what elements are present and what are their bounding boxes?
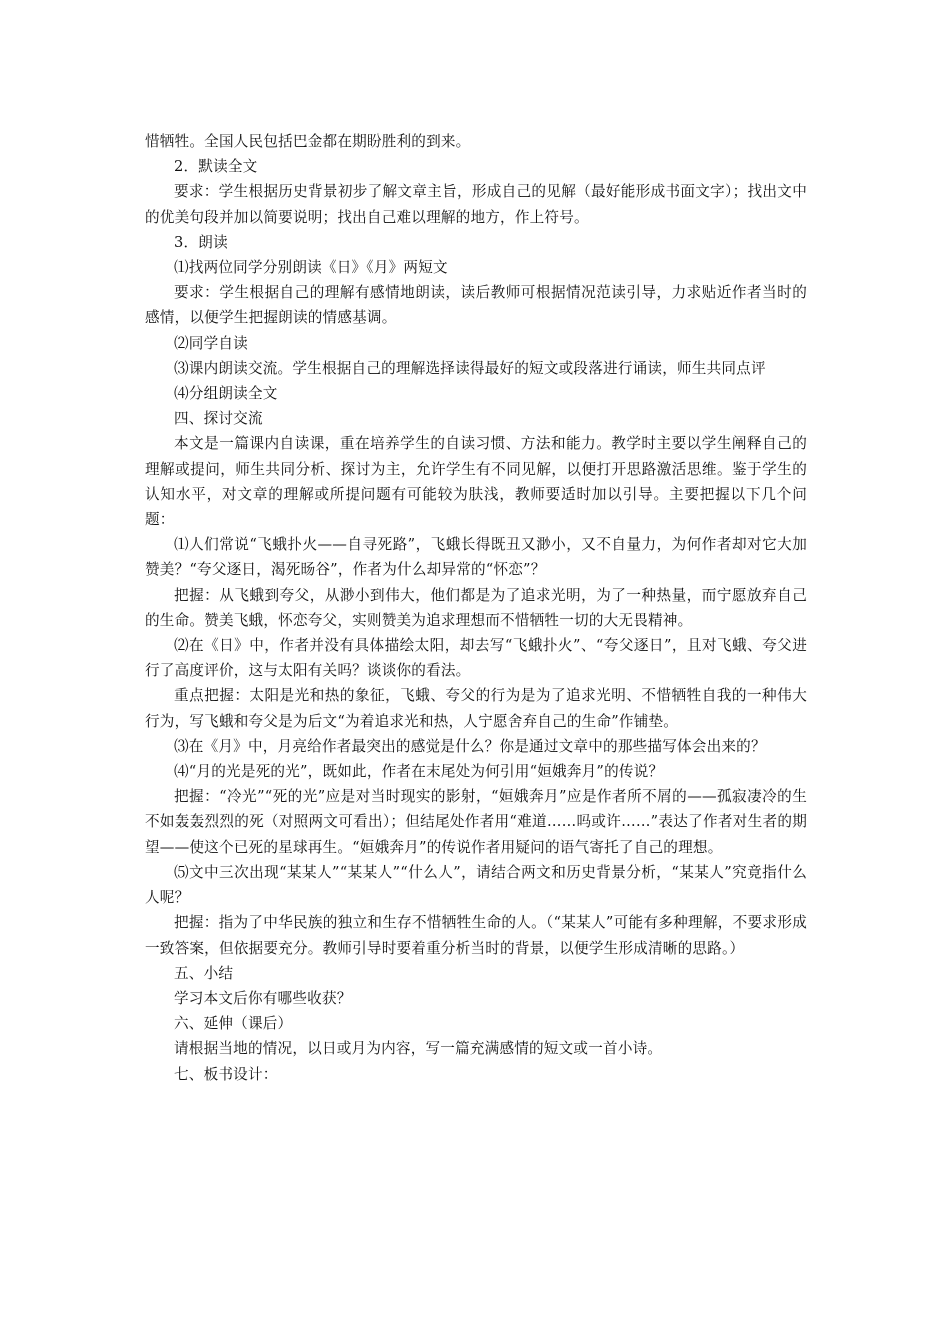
question-item: ⑵在《日》中，作者并没有具体描绘太阳，却去写“飞蛾扑火”、“夸父逐日”，且对飞蛾、夸父进行了高度评价，这与太阳有关吗？谈谈你的看法。 xyxy=(145,637,807,680)
question-item: ⑸文中三次出现“某某人”“某某人”“什么人”，请结合两文和历史背景分析，“某某人”究竟指什么人呢？ xyxy=(145,863,807,907)
document-body xyxy=(145,129,807,1087)
section-heading: 六、延伸（课后） xyxy=(174,1015,293,1033)
question-item: ⑷“月的光是死的光”，既如此，作者在末尾处为何引用“姮娥奔月”的传说？ xyxy=(174,763,664,781)
answer-paragraph: 把握：从飞蛾到夸父，从渺小到伟大，他们都是为了追求光明，为了一种热量，而宁愿放弃自己的生命。赞美飞蛾，怀恋夸父，实则赞美为追求理想而不惜牺牲一切的大无畏精神。 xyxy=(145,586,807,629)
answer-paragraph: 把握：指为了中华民族的独立和生存不惜牺牲生命的人。（“某某人”可能有多种理解，不要求形成一致答案，但依据要充分。教师引导时要着重分析当时的背景，以便学生形成清晰的思路。） xyxy=(145,914,807,957)
section-heading: 2．默读全文 xyxy=(174,158,258,176)
question-item: ⑶在《月》中，月亮给作者最突出的感觉是什么？你是通过文章中的那些描写体会出来的？ xyxy=(174,737,766,755)
section-heading: 七、板书设计： xyxy=(174,1065,278,1083)
list-item: ⑴找两位同学分别朗读《日》《月》两短文 xyxy=(174,259,448,277)
list-item: ⑶课内朗读交流。学生根据自己的理解选择读得最好的短文或段落进行诵读，师生共同点评 xyxy=(174,359,766,377)
paragraph: 本文是一篇课内自读课，重在培养学生的自读习惯、方法和能力。教学时主要以学生阐释自己的理解或提问，师生共同分析、探讨为主，允许学生有不同见解，以便打开思路激活思维。鉴于学生的认知水平，对文章的理解或所提问题有可能较为肤浅，教师要适时加以引导。主要把握以下几个问题： xyxy=(145,435,807,529)
list-item: ⑷分组朗读全文 xyxy=(174,385,278,403)
question-item: ⑴人们常说“飞蛾扑火——自寻死路”，飞蛾长得既丑又渺小，又不自量力，为何作者却对它大加赞美？“夸父逐日，渴死旸谷”，作者为什么却异常的“怀恋”？ xyxy=(145,536,807,579)
paragraph: 学习本文后你有哪些收获？ xyxy=(174,989,352,1007)
section-heading: 五、小结 xyxy=(174,964,234,982)
answer-paragraph: 把握：“冷光”“死的光”应是对当时现实的影射，“姮娥奔月”应是作者所不屑的——孤寂凄冷的生不如轰轰烈烈的死（对照两文可看出）；但结尾处作者用“难道……吗或许……”表达了作者对生者的期望——使这个已死的星球再生。“姮娥奔月”的传说作者用疑问的语气寄托了自己的理想。 xyxy=(145,788,807,856)
paragraph: 惜牺牲。全国人民包括巴金都在期盼胜利的到来。 xyxy=(145,133,471,150)
section-heading: 四、探讨交流 xyxy=(174,410,263,428)
paragraph: 要求：学生根据自己的理解有感情地朗读，读后教师可根据情况范读引导，力求贴近作者当时的感情，以便学生把握朗读的情感基调。 xyxy=(145,284,807,327)
paragraph: 请根据当地的情况，以日或月为内容，写一篇充满感情的短文或一首小诗。 xyxy=(174,1040,663,1058)
list-item: ⑵同学自读 xyxy=(174,334,248,352)
answer-paragraph: 重点把握：太阳是光和热的象征，飞蛾、夸父的行为是为了追求光明、不惜牺牲自我的一种伟大行为，写飞蛾和夸父是为后文“为着追求光和热，人宁愿舍弃自己的生命”作铺垫。 xyxy=(145,687,807,730)
paragraph: 要求：学生根据历史背景初步了解文章主旨，形成自己的见解（最好能形成书面文字）；找出文中的优美句段并加以简要说明；找出自己难以理解的地方，作上符号。 xyxy=(145,183,807,226)
section-heading: 3．朗读 xyxy=(174,233,228,251)
